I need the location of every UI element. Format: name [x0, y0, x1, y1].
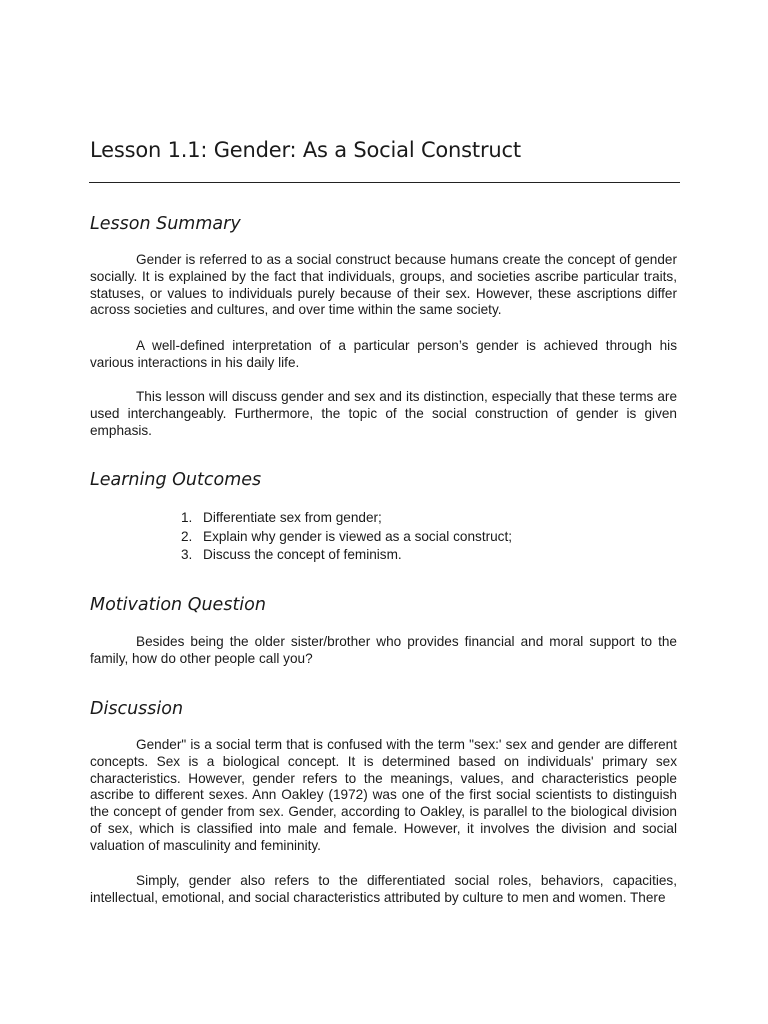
list-item	[181, 546, 512, 565]
lesson-summary-heading: Lesson Summary	[90, 214, 241, 234]
list-item-number: 3.	[181, 547, 193, 563]
title-divider	[89, 182, 680, 183]
summary-paragraph-3: This lesson will discuss gender and sex and its distinction, especially that these terms are used interchangeably. Furthermore, the topic of the social construction of gender is given emphasis.	[90, 389, 677, 438]
discussion-heading: Discussion	[90, 699, 184, 719]
list-item-text: Discuss the concept of feminism.	[203, 547, 402, 563]
summary-paragraph-2: A well-defined interpretation of a particular person’s gender is achieved through his various interactions in his daily life.	[90, 338, 677, 370]
summary-paragraph-1: Gender is referred to as a social construct because humans create the concept of gender socially. It is explained by the fact that individuals, groups, and societies ascribe particular traits, statuses, or values to individuals purely because of their sex. However, these ascriptions differ across societies and cultures, and over time within the same society.	[90, 252, 677, 318]
page-title: Lesson 1.1: Gender: As a Social Construct	[90, 138, 521, 162]
discussion-paragraph-1: Gender" is a social term that is confused with the term "sex:' sex and gender are different concepts. Sex is a biological concept. It is determined based on individuals' primary sex characteristics. However, gender refers to the meanings, values, and characteristics people ascribe to different sexes. Ann Oakley (1972) was one of the first social scientists to distinguish the concept of gender from sex. Gender, according to Oakley, is parallel to the biological division of sex, which is classified into male and female. However, it involves the division and social valuation of masculinity and femininity.	[90, 737, 677, 853]
motivation-paragraph: Besides being the older sister/brother who provides financial and moral support to the family, how do other people call you?	[90, 634, 677, 666]
list-item-text: Explain why gender is viewed as a social construct;	[203, 528, 513, 544]
discussion-paragraph-2: Simply, gender also refers to the differentiated social roles, behaviors, capacities, intellectual, emotional, and social characteristics attributed by culture to men and women. There	[90, 873, 677, 905]
list-item	[181, 528, 512, 547]
learning-outcomes-heading: Learning Outcomes	[90, 470, 262, 490]
list-item-number: 1.	[181, 510, 193, 525]
learning-outcomes-list	[181, 509, 512, 565]
list-item-number: 2.	[181, 528, 193, 544]
list-item	[181, 509, 512, 528]
motivation-question-heading: Motivation Question	[90, 595, 266, 615]
list-item-text: Differentiate sex from gender;	[203, 510, 382, 525]
